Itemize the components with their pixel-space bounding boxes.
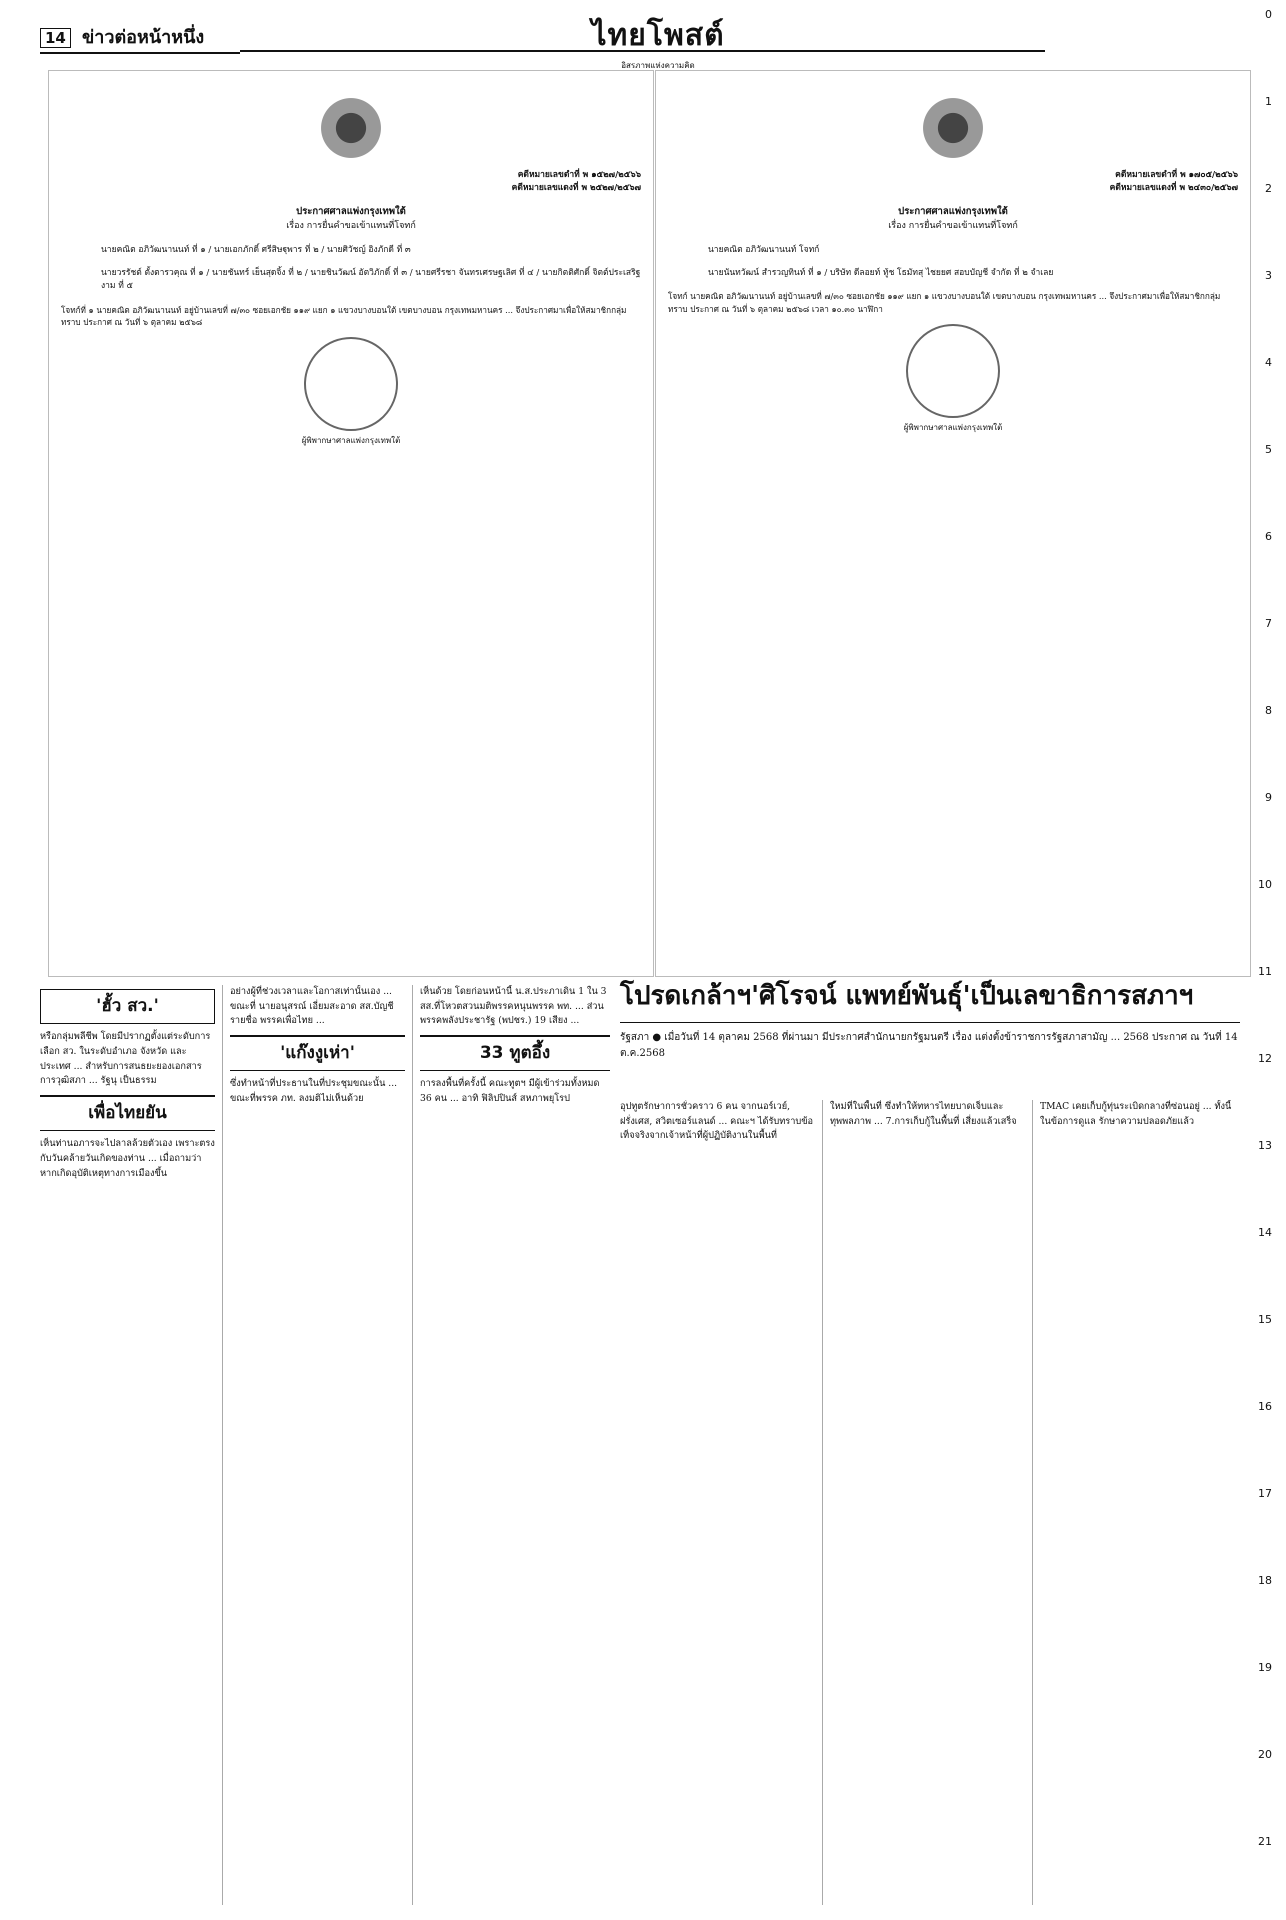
article-text: เห็นท่านอภารจะไปลาลล้วยตัวเอง เพราะตรงกับวันคล้ายวันเกิดของท่าน ... เมื่อถามว่า หากเกิดอุบัติเหตุทางการเมืองขึ้น: [40, 1138, 215, 1179]
case-number-black: คดีหมายเลขดำที่ พ ๑๕๒๗/๒๕๖๖: [517, 170, 641, 180]
notice-title: ประกาศศาลแพ่งกรุงเทพใต้: [898, 206, 1008, 218]
ruler-mark: 11: [1258, 965, 1272, 978]
notice-body: โจทก์ที่ ๑ นายคณิต อภิวัฒนานนท์ อยู่บ้านเลขที่ ๗/๓๐ ซอยเอกชัย ๑๑๙ แยก ๑ แขวงบางบอนใต้ เขตบางบอน กรุงเทพมหานคร ... จึงประกาศมาเพื่อให้สมาชิกกลุ่มทราบ ประกาศ ณ วันที่ ๖ ตุลาคม ๒๕๖๘: [61, 304, 627, 328]
column-divider: [822, 1100, 823, 1905]
ruler-mark: 20: [1258, 1748, 1272, 1761]
article-text: เห็นด้วย โดยก่อนหน้านี้ น.ส.ประภาเดิน 1 ใน 3 สส.ที่โหวตสวนมติพรรคหนุนพรรค พท. ... ส่วนพรรคพลังประชารัฐ (พปชร.) 19 เสียง ...: [420, 986, 607, 1027]
article-text: การลงพื้นที่ครั้งนี้ คณะทูตฯ มีผู้เข้าร่วมทั้งหมด 36 คน ... อาทิ ฟิลิปปินส์ สหภาพยุโรป: [420, 1078, 600, 1105]
article-heading-hua-sor-wor: 'ฮั้ว สว.': [40, 989, 215, 1024]
headline: โปรดเกล้าฯ'ศิโรจน์ แพทย์พันธุ์'เป็นเลขาธิการสภาฯ: [620, 975, 1240, 1023]
column-divider: [222, 985, 223, 1905]
article-column-5: ใหม่ที่ในพื้นที่ ซึ่งทำให้ทหารไทยบาดเจ็บและทุพพลภาพ ... 7.การเก็บกู้ในพื้นที่ เสี่ยงแล้วเสร็จ: [830, 1101, 1017, 1127]
ruler-mark: 2: [1265, 182, 1272, 195]
notice-subject: เรื่อง การยื่นคำขอเข้าแทนที่โจทก์: [888, 221, 1018, 232]
court-seal-icon: [304, 337, 398, 431]
case-number-red: คดีหมายเลขแดงที่ พ ๒๕๒๗/๒๕๖๗: [511, 183, 641, 194]
ruler-mark: 19: [1258, 1661, 1272, 1674]
notice-title: ประกาศศาลแพ่งกรุงเทพใต้: [296, 206, 406, 218]
ruler-mark: 17: [1258, 1487, 1272, 1500]
article-column-1: [40, 985, 215, 1905]
judge-signature: ผู้พิพากษาศาลแพ่งกรุงเทพใต้: [903, 422, 1003, 432]
section-title: ข่าวต่อหน้าหนึ่ง: [81, 27, 205, 48]
article-column-6: TMAC เคยเก็บกู้ทุ่นระเบิดกลางที่ซ่อนอยู่ ... ทั้งนี้ ในข้อการดูแล รักษาความปลอดภัยแล้ว: [1040, 1101, 1232, 1127]
article-heading-pheu-thai: เพื่อไทยยัน: [40, 1095, 215, 1131]
masthead: [538, 12, 778, 72]
defendants: นายวรรัชต์ ตั้งตารวคุณ ที่ ๑ / นายชันทร์ เย็นสุดจิ้ง ที่ ๒ / นายชินวัฒน์ อัตวิภักดิ์ ที่ ๓ / นายศรีรชา จันทรเศรษฐเลิศ ที่ ๔ / นายกิตติศักดิ์ จิตต์ประเสริฐงาม ที่ ๕: [101, 268, 641, 292]
article-column-3: [420, 985, 610, 1905]
ruler-mark: 1: [1265, 95, 1272, 108]
article-column-4: อุปทูตรักษาการชั่วคราว 6 คน จากนอร์เวย์, ฝรั่งเศส, สวิตเซอร์แลนด์ ... คณะฯ ได้รับทราบข้อเท็จจริงจากเจ้าหน้าที่ผู้ปฏิบัติงานในพื้นที่: [620, 1101, 814, 1142]
court-seal-icon: [906, 324, 1000, 418]
article-heading-gang-ngu-hao: 'แก๊งงูเห่า': [230, 1035, 405, 1071]
court-notice-left: [48, 70, 654, 977]
ruler-mark: 3: [1265, 269, 1272, 282]
notice-subject: เรื่อง การยื่นคำขอเข้าแทนที่โจทก์: [286, 221, 416, 232]
column-divider: [1032, 1100, 1033, 1905]
judge-signature: ผู้พิพากษาศาลแพ่งกรุงเทพใต้: [301, 435, 401, 445]
masthead-logo: ไทยโพสต์: [591, 18, 725, 53]
ruler-mark: 6: [1265, 530, 1272, 543]
plaintiffs: นายคณิต อภิวัฒนานนท์ ที่ ๑ / นายเอกภักดิ์ ศรีสิษฐุพาร ที่ ๒ / นายศิวัชญ์ อิงภักดี ที่ ๓: [101, 245, 411, 255]
ruler-mark: 4: [1265, 356, 1272, 369]
column-divider: [412, 985, 413, 1905]
ruler-mark: 0: [1265, 8, 1272, 21]
section-header: [40, 22, 240, 54]
article-text: หรือกลุ่มพลีชีพ โดยมีปรากฏตั้งแต่ระดับการเลือก สว. ในระดับอำเภอ จังหวัด และประเทศ ... สำหรับการสนธยะยองเอกสารการวุฒิสภา ... รัฐนุ เป็นธรรม: [40, 1031, 211, 1087]
ruler-mark: 16: [1258, 1400, 1272, 1413]
ruler-mark: 18: [1258, 1574, 1272, 1587]
ruler-mark: 7: [1265, 617, 1272, 630]
plaintiffs: นายคณิต อภิวัฒนานนท์ โจทก์: [708, 245, 820, 255]
ruler-mark: 5: [1265, 443, 1272, 456]
notice-body: โจทก์ นายคณิต อภิวัฒนานนท์ อยู่บ้านเลขที่ ๗/๓๐ ซอยเอกชัย ๑๑๙ แยก ๑ แขวงบางบอนใต้ เขตบางบอน กรุงเทพมหานคร ... จึงประกาศมาเพื่อให้สมาชิกกลุ่มทราบ ประกาศ ณ วันที่ ๖ ตุลาคม ๒๕๖๘ เวลา ๑๐.๓๐ นาฬิกา: [668, 291, 1221, 315]
ruler-mark: 15: [1258, 1313, 1272, 1326]
article-text: อย่างผู้ที่ช่วงเวลาและโอกาสเท่านั้นเอง ... ขณะที่ นายอนุสรณ์ เอี่ยมสะอาด สส.บัญชีรายชื่อ พรรคเพื่อไทย ...: [230, 986, 394, 1027]
ruler-mark: 21: [1258, 1835, 1272, 1848]
article-text: ซึ่งทำหน้าที่ประธานในที่ประชุมขณะนั้น ... ขณะที่พรรค ภท. ลงมติไม่เห็นด้วย: [230, 1078, 398, 1105]
ruler-mark: 9: [1265, 791, 1272, 804]
court-notice-right: [655, 70, 1251, 977]
garuda-emblem-icon: [918, 93, 988, 163]
page-number: 14: [40, 28, 71, 48]
ruler-mark: 8: [1265, 704, 1272, 717]
ruler-mark: 14: [1258, 1226, 1272, 1239]
ruler-mark: 12: [1258, 1052, 1272, 1065]
ruler-mark: 10: [1258, 878, 1272, 891]
case-number-red: คดีหมายเลขแดงที่ พ ๒๔๓๐/๒๕๖๗: [1109, 183, 1238, 194]
masthead-tagline: อิสรภาพแห่งความคิด: [621, 61, 695, 70]
case-number-black: คดีหมายเลขดำที่ พ ๑๗๐๕/๒๕๖๖: [1115, 170, 1238, 180]
article-lede: รัฐสภา ● เมื่อวันที่ 14 ตุลาคม 2568 ที่ผ่านมา มีประกาศสำนักนายกรัฐมนตรี เรื่อง แต่งตั้งข้าราชการรัฐสภาสามัญ ... 2568 ประกาศ ณ วันที่ 14 ต.ค.2568: [620, 1032, 1238, 1059]
defendants: นายนันทวัฒน์ สำรวญทินท์ ที่ ๑ / บริษัท ดีลอยท์ ทู้ช โธมัทสุ ไชยยศ สอบบัญชี จำกัด ที่ ๒ จำเลย: [708, 268, 1054, 279]
article-column-2: [230, 985, 405, 1905]
ruler-mark: 13: [1258, 1139, 1272, 1152]
garuda-emblem-icon: [316, 93, 386, 163]
article-heading-33-ambassadors: 33 ทูตอึ้ง: [420, 1035, 610, 1071]
